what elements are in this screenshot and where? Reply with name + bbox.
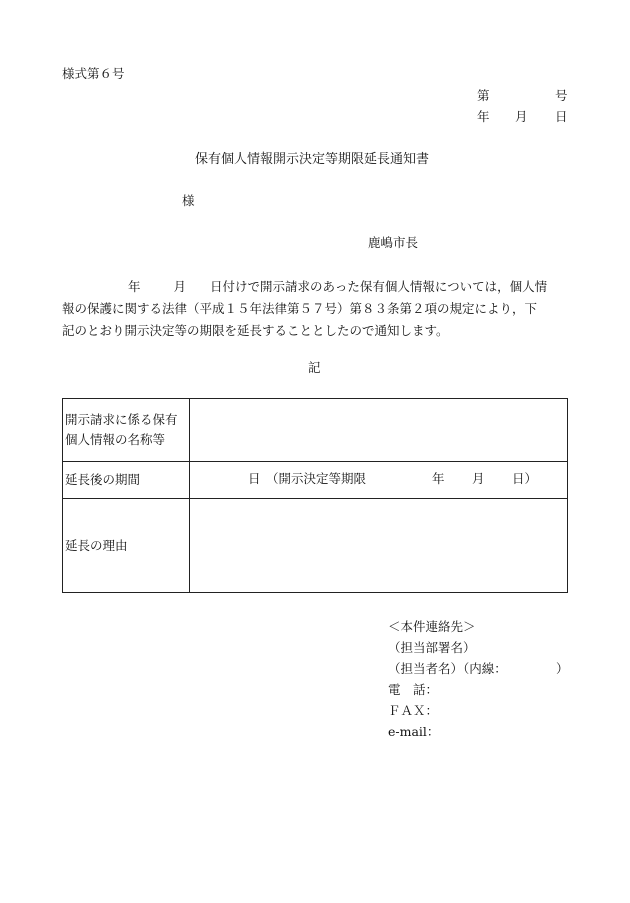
info-table [62,398,568,593]
contact-email: e-mail： [388,724,440,739]
body-line-1 [62,276,570,298]
document-title: 保有個人情報開示決定等期限延長通知書 [195,152,430,167]
extension-reason-label: 延長の理由 [63,499,190,593]
document-name-label: 開示請求に係る保有 個人情報の名称等 [63,399,190,462]
body-line-2: 報の保護に関する法律（平成１５年法律第５７号）第８３条第２項の規定により，下 [62,301,538,316]
addressee-honorific: 様 [182,193,195,208]
period-day-close-label: 日） [512,471,538,486]
sender-name: 鹿嶋市長 [368,235,419,250]
extended-period-label: 延長後の期間 [63,462,190,499]
period-month-label: 月 [472,471,485,486]
period-day-label: 日 [248,471,261,486]
ki-heading: 記 [308,360,321,375]
date-year-label: 年 [477,109,490,124]
body-year-label: 年 [128,279,141,294]
period-year-label: 年 [432,471,445,486]
contact-person-close: ） [556,661,569,676]
period-deadline-label: （開示決定等期限 [266,471,367,486]
contact-department: （担当部署名） [388,640,476,655]
body-text [62,276,570,342]
body-month-label: 月 [173,279,187,294]
table-row-extension-reason [63,499,568,593]
contact-phone: 電 話： [388,682,439,697]
extended-period-value [190,462,568,499]
extension-reason-value [190,499,568,593]
document-number-suffix: 号 [555,88,568,103]
body-line-3: 記のとおり開示決定等の期限を延長することとしたので通知します。 [62,323,449,338]
document-name-value [190,399,568,462]
table-row-document-name [63,399,568,462]
document-number-prefix: 第 [477,88,490,103]
table-row-extended-period [63,462,568,499]
body-line-1-text: 日付けで開示請求のあった保有個人情報については，個人情 [210,279,548,294]
date-month-label: 月 [515,109,528,124]
contact-person: （担当者名）（内線： [388,661,507,676]
form-number: 様式第６号 [62,66,125,81]
contact-fax: ＦＡＸ： [388,703,439,718]
contact-heading: ＜本件連絡先＞ [388,619,476,634]
date-day-label: 日 [555,109,568,124]
